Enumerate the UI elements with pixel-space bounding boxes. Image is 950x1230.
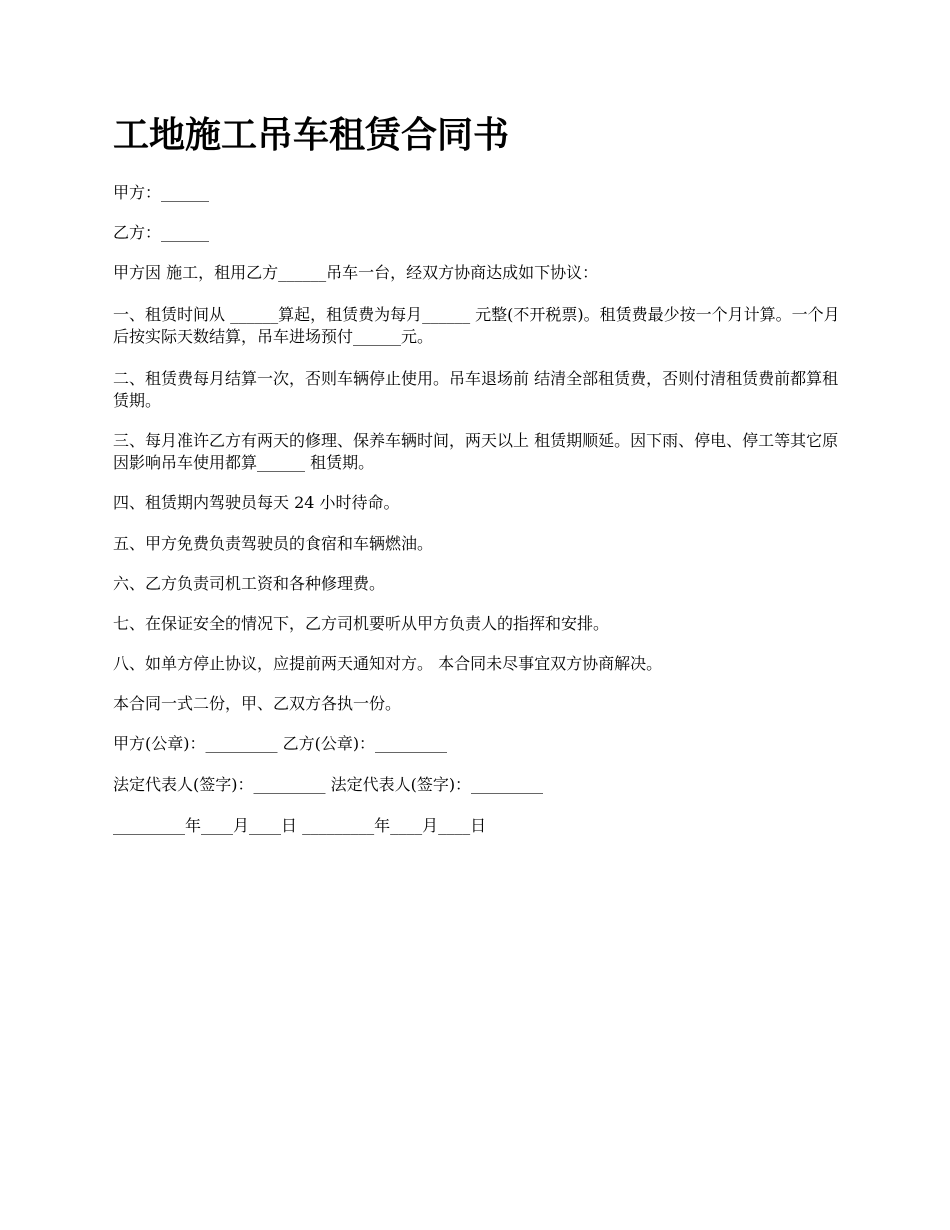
copies-line: 本合同一式二份，甲、乙双方各执一份。 [113,694,402,713]
seal-line: 甲方(公章)：_________ 乙方(公章)：_________ [113,734,448,753]
clause-5: 五、甲方免费负责驾驶员的食宿和车辆燃油。 [113,534,434,553]
representative-line: 法定代表人(签字)：_________ 法定代表人(签字)：_________ [113,775,544,794]
intro-paragraph: 甲方因 施工，租用乙方______吊车一台，经双方协商达成如下协议： [113,263,599,282]
date-line: _________年____月____日 _________年____月____日 [113,816,487,835]
document-title: 工地施工吊车租赁合同书 [113,115,510,156]
clause-2: 二、租赁费每月结算一次，否则车辆停止使用。吊车退场前 结清全部租赁费，否则付清租赁费前都算租赁期。 [113,369,839,410]
clause-6: 六、乙方负责司机工资和各种修理费。 [113,574,386,593]
clause-4: 四、租赁期内驾驶员每天 24 小时待命。 [113,493,400,512]
clause-1: 一、租赁时间从 ______算起，租赁费为每月______ 元整(不开税票)。租赁费最少按一个月计算。一个月后按实际天数结算，吊车进场预付______元。 [113,305,840,346]
clause-7: 七、在保证安全的情况下，乙方司机要听从甲方负责人的指挥和安排。 [113,614,610,633]
clause-3: 三、每月准许乙方有两天的修理、保养车辆时间，两天以上 租赁期顺延。因下雨、停电、停工等其它原因影响吊车使用都算______ 租赁期。 [113,431,839,472]
party-b-line: 乙方：______ [113,223,210,242]
party-a-line: 甲方：______ [113,183,210,202]
clause-8: 八、如单方停止协议，应提前两天通知对方。 本合同未尽事宜双方协商解决。 [113,654,663,673]
